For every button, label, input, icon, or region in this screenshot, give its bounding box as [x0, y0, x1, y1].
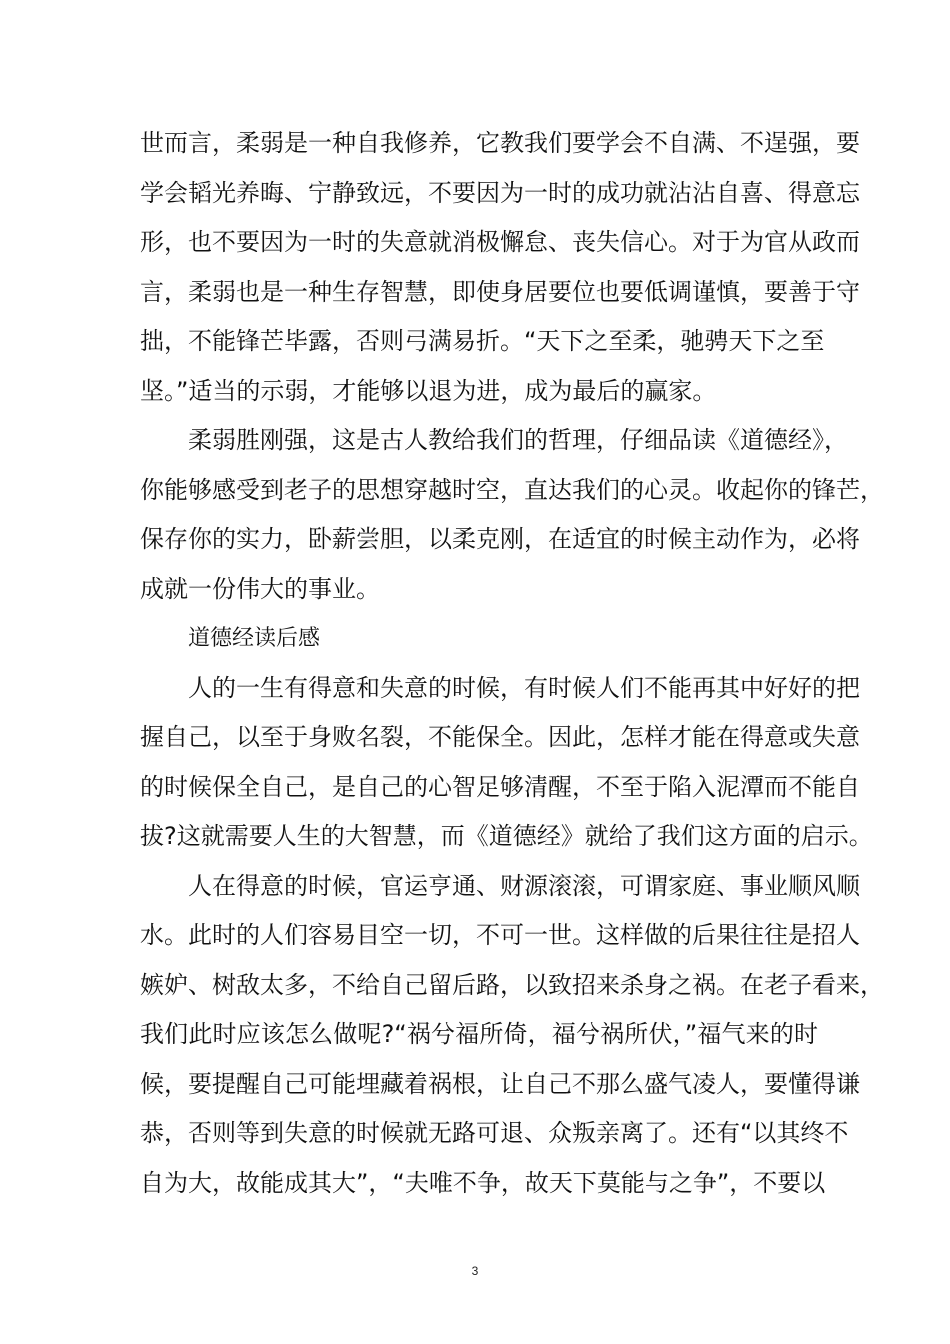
text-line: 你能够感受到老子的思想穿越时空，直达我们的心灵。收起你的锋芒，: [140, 475, 884, 504]
body-text: [140, 119, 884, 1208]
text-line: 的时候保全自己，是自己的心智足够清醒，不至于陷入泥潭而不能自: [140, 772, 860, 801]
page-number: 3: [471, 1264, 479, 1278]
text-line: 坚。”适当的示弱，才能够以退为进，成为最后的赢家。: [140, 376, 717, 405]
text-line: 候，要提醒自己可能埋藏着祸根，让自己不那么盛气凌人，要懂得谦: [140, 1069, 860, 1098]
text-line: 保存你的实力，卧薪尝胆，以柔克刚，在适宜的时候主动作为，必将: [140, 525, 860, 553]
text-line: 学会韬光养晦、宁静致远，不要因为一时的成功就沾沾自喜、得意忘: [140, 178, 860, 207]
text-line: 言，柔弱也是一种生存智慧，即使身居要位也要低调谨慎，要善于守: [140, 277, 860, 306]
section-heading: 道德经读后感: [188, 626, 321, 651]
text-line: 世而言，柔弱是一种自我修养，它教我们要学会不自满、不逞强，要: [140, 129, 860, 157]
text-line: 水。此时的人们容易目空一切，不可一世。这样做的后果往往是招人: [140, 921, 860, 949]
text-line: 柔弱胜刚强，这是古人教给我们的哲理，仔细品读《道德经》，: [188, 426, 848, 454]
text-line: 自为大，故能成其大”，“夫唯不争，故天下莫能与之争”，不要以: [140, 1168, 826, 1197]
text-line: 握自己，以至于身败名裂，不能保全。因此，怎样才能在得意或失意: [140, 723, 860, 751]
text-line: 嫉妒、树敌太多，不给自己留后路，以致招来杀身之祸。在老子看来，: [140, 970, 884, 999]
text-line: 恭，否则等到失意的时候就无路可退、众叛亲离了。还有“以其终不: [140, 1119, 849, 1147]
text-line: 拙，不能锋芒毕露，否则弓满易折。“天下之至柔，驰骋天下之至: [140, 327, 825, 355]
text-line: 成就一份伟大的事业。: [140, 574, 380, 603]
text-line: 形，也不要因为一时的失意就消极懈怠、丧失信心。对于为官从政而: [140, 228, 860, 256]
text-line: 拔?这就需要人生的大智慧，而《道德经》就给了我们这方面的启示。: [140, 822, 873, 850]
text-line: 人的一生有得意和失意的时候，有时候人们不能再其中好好的把: [188, 673, 860, 702]
text-line: 人在得意的时候，官运亨通、财源滚滚，可谓家庭、事业顺风顺: [188, 871, 860, 900]
text-line: 我们此时应该怎么做呢?“祸兮福所倚，福兮祸所伏，”福气来的时: [140, 1020, 818, 1048]
